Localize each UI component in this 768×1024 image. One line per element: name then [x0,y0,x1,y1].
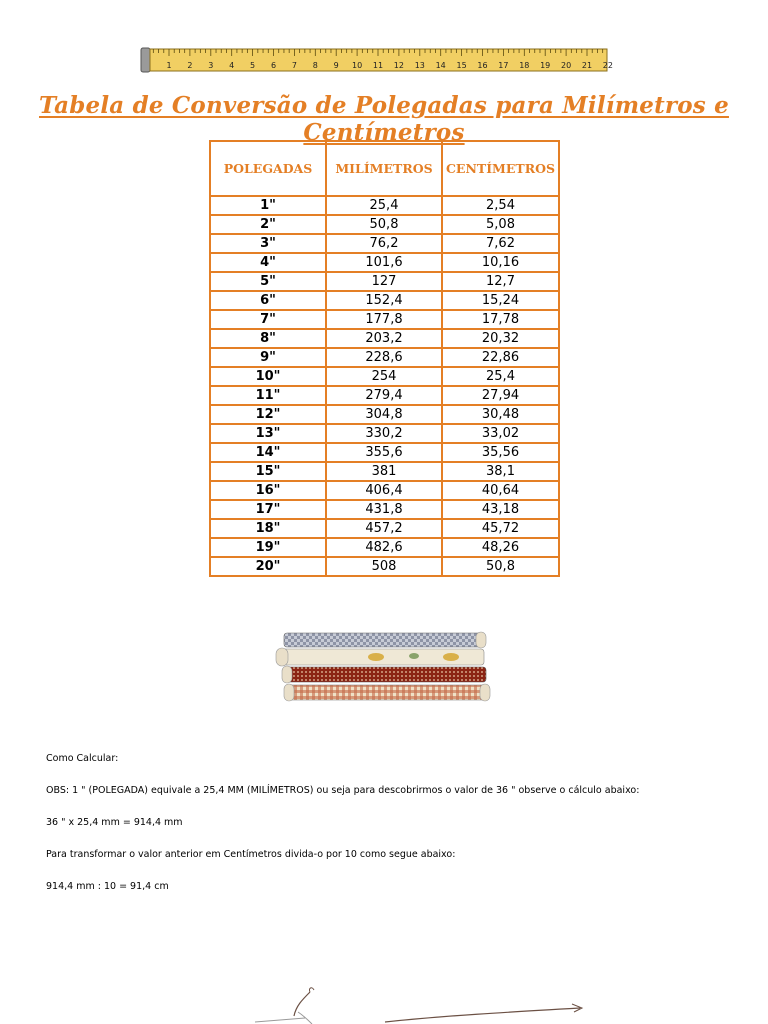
table-row [210,348,559,367]
cell-milimetros: 355,6 [326,443,442,462]
table-row [210,367,559,386]
cell-polegadas: 5" [210,272,326,291]
notes-formula-cm: 914,4 mm : 10 = 91,4 cm [46,881,169,892]
table-row [210,538,559,557]
cell-centimetros: 35,56 [442,443,559,462]
cell-milimetros: 152,4 [326,291,442,310]
table-row [210,329,559,348]
cell-milimetros: 279,4 [326,386,442,405]
cell-centimetros: 12,7 [442,272,559,291]
table-row [210,215,559,234]
ruler-number: 16 [477,61,488,70]
cell-centimetros: 5,08 [442,215,559,234]
ruler-number: 5 [250,61,256,70]
cell-centimetros: 30,48 [442,405,559,424]
cell-polegadas: 16" [210,481,326,500]
table-row [210,196,559,215]
header-milimetros: MILÍMETROS [326,141,442,196]
fabric-rolls-illustration [276,630,492,706]
cell-polegadas: 12" [210,405,326,424]
cell-centimetros: 10,16 [442,253,559,272]
cell-centimetros: 17,78 [442,310,559,329]
conversion-table [209,140,560,577]
ruler-number: 21 [581,61,593,70]
cell-polegadas: 19" [210,538,326,557]
ruler-number: 15 [456,61,467,70]
cell-milimetros: 508 [326,557,442,576]
header-polegadas: POLEGADAS [210,141,326,196]
ruler-number: 10 [352,61,363,70]
cell-polegadas: 4" [210,253,326,272]
cell-milimetros: 431,8 [326,500,442,519]
table-row [210,500,559,519]
cell-milimetros: 228,6 [326,348,442,367]
cell-milimetros: 254 [326,367,442,386]
header-centimetros: CENTÍMETROS [442,141,559,196]
cell-polegadas: 1" [210,196,326,215]
cell-polegadas: 3" [210,234,326,253]
table-row [210,386,559,405]
cell-milimetros: 304,8 [326,405,442,424]
cell-milimetros: 50,8 [326,215,442,234]
table-row [210,519,559,538]
cell-centimetros: 22,86 [442,348,559,367]
table-row [210,481,559,500]
notes-instruction: Para transformar o valor anterior em Centímetros divida-o por 10 como segue abaixo: [46,849,456,860]
page-title: Tabela de Conversão de Polegadas para Milímetros e Centímetros [39,92,729,146]
calculation-notes [46,753,726,913]
cell-milimetros: 457,2 [326,519,442,538]
ruler-number: 20 [561,61,572,70]
cell-centimetros: 20,32 [442,329,559,348]
table-row [210,253,559,272]
cell-milimetros: 127 [326,272,442,291]
cell-polegadas: 7" [210,310,326,329]
ruler-number: 11 [372,61,384,70]
cell-centimetros: 2,54 [442,196,559,215]
ruler-number: 4 [229,61,235,70]
cell-milimetros: 101,6 [326,253,442,272]
ruler-number: 3 [208,61,214,70]
cell-polegadas: 10" [210,367,326,386]
cell-polegadas: 20" [210,557,326,576]
ruler-number: 7 [291,61,297,70]
cell-centimetros: 27,94 [442,386,559,405]
cell-milimetros: 177,8 [326,310,442,329]
cell-centimetros: 48,26 [442,538,559,557]
table-row [210,272,559,291]
ruler-number: 13 [414,61,425,70]
table-row [210,234,559,253]
table-row [210,310,559,329]
cell-polegadas: 6" [210,291,326,310]
table-header-row [210,141,559,196]
cell-polegadas: 9" [210,348,326,367]
ruler-illustration [141,46,613,74]
ruler-number: 9 [333,61,339,70]
cell-milimetros: 25,4 [326,196,442,215]
cell-polegadas: 11" [210,386,326,405]
cell-polegadas: 13" [210,424,326,443]
ruler-number: 18 [519,61,530,70]
table-row [210,462,559,481]
decorative-sketch [250,982,590,1024]
cell-centimetros: 25,4 [442,367,559,386]
cell-polegadas: 8" [210,329,326,348]
ruler-number: 19 [540,61,551,70]
notes-formula-mm: 36 " x 25,4 mm = 914,4 mm [46,817,183,828]
cell-polegadas: 2" [210,215,326,234]
cell-centimetros: 38,1 [442,462,559,481]
ruler-number: 2 [187,61,193,70]
table-row [210,443,559,462]
ruler-number: 14 [435,61,446,70]
cell-polegadas: 18" [210,519,326,538]
cell-centimetros: 50,8 [442,557,559,576]
cell-milimetros: 381 [326,462,442,481]
cell-centimetros: 15,24 [442,291,559,310]
table-row [210,557,559,576]
ruler-number: 1 [166,61,172,70]
cell-milimetros: 203,2 [326,329,442,348]
cell-centimetros: 43,18 [442,500,559,519]
notes-obs: OBS: 1 " (POLEGADA) equivale a 25,4 MM (MILÍMETROS) ou seja para descobrirmos o valor de 36 " observe o cálculo abaixo: [46,785,640,796]
cell-milimetros: 76,2 [326,234,442,253]
ruler-number: 12 [393,61,404,70]
cell-polegadas: 17" [210,500,326,519]
notes-heading: Como Calcular: [46,753,119,764]
cell-polegadas: 14" [210,443,326,462]
cell-polegadas: 15" [210,462,326,481]
ruler-number: 6 [270,61,277,70]
ruler-number: 17 [498,61,509,70]
cell-centimetros: 7,62 [442,234,559,253]
cell-centimetros: 40,64 [442,481,559,500]
cell-milimetros: 482,6 [326,538,442,557]
cell-milimetros: 330,2 [326,424,442,443]
ruler-number: 8 [312,61,318,70]
cell-centimetros: 33,02 [442,424,559,443]
table-row [210,291,559,310]
cell-milimetros: 406,4 [326,481,442,500]
table-row [210,424,559,443]
table-row [210,405,559,424]
ruler-number: 22 [602,61,613,70]
cell-centimetros: 45,72 [442,519,559,538]
